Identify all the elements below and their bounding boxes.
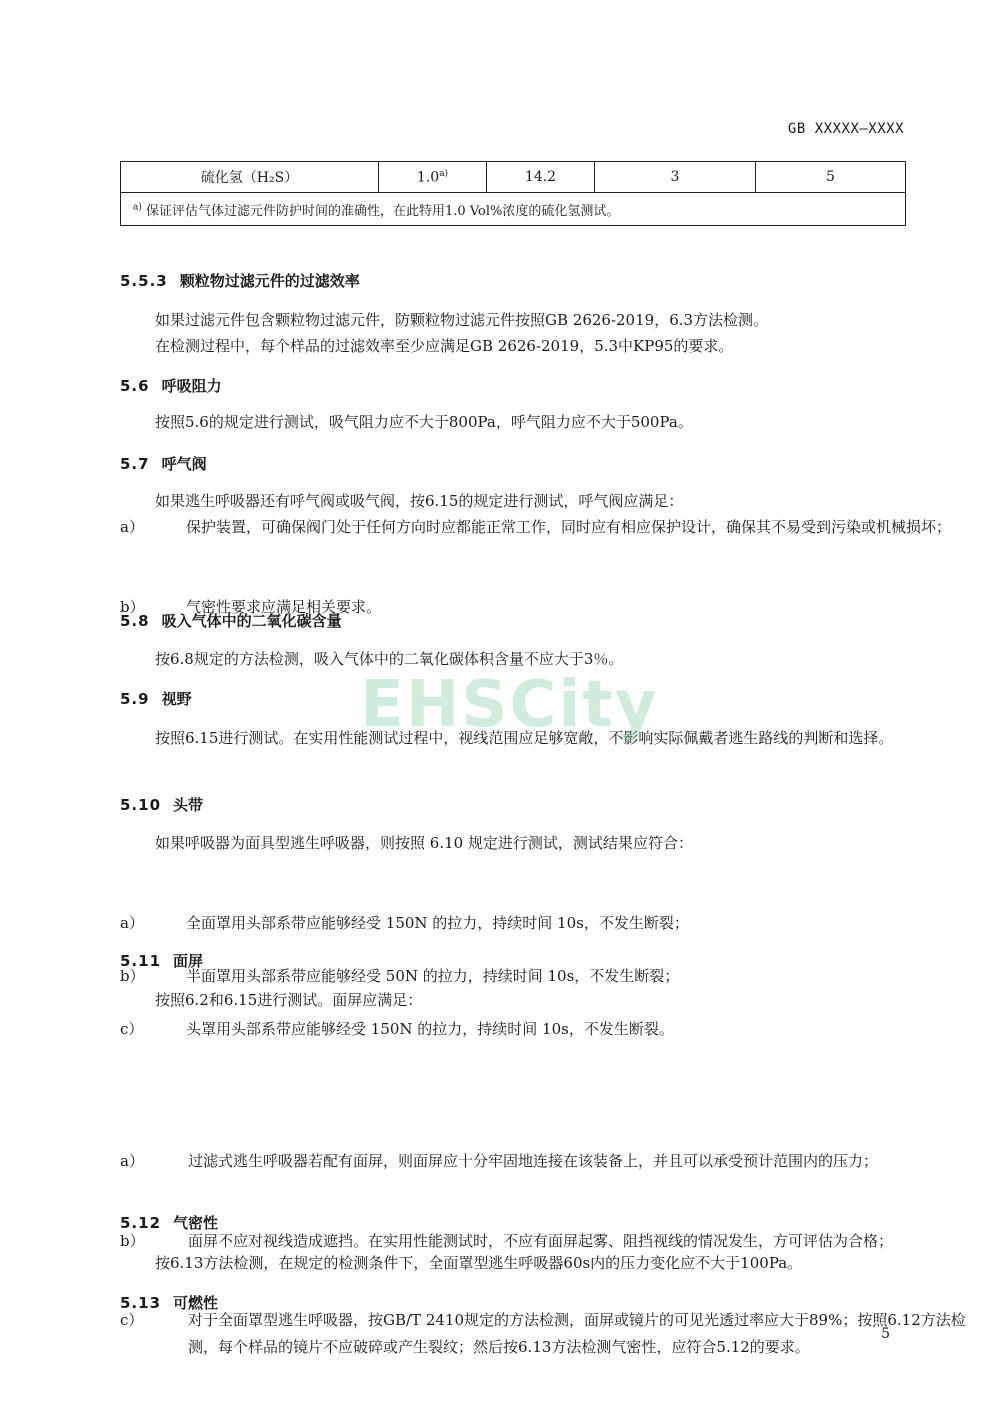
list-item: a） 全面罩用头部系带应能够经受 150N 的拉力，持续时间 10s，不发生断裂； — [120, 914, 689, 932]
section-heading-5-7: 5.7 呼气阀 — [120, 455, 207, 473]
section-heading-5-9: 5.9 视野 — [120, 690, 192, 708]
list-item: c） 头罩用头部系带应能够经受 150N 的拉力，持续时间 10s，不发生断裂。 — [120, 1020, 674, 1038]
paragraph: 在检测过程中，每个样品的过滤效率至少应满足GB 2626-2019，5.3中KP95的要求。 — [155, 337, 734, 355]
section-heading-5-6: 5.6 呼吸阻力 — [120, 377, 222, 395]
section-heading-5-11: 5.11 面屏 — [120, 952, 204, 970]
gas-table — [120, 161, 906, 226]
section-heading-5-13: 5.13 可燃性 — [120, 1294, 219, 1312]
table-cell: 5 — [756, 162, 906, 193]
table-cell: 硫化氢（H₂S） — [121, 162, 379, 193]
table-cell: 1.0$^{a)}$ — [379, 162, 487, 193]
paragraph: 如果逃生呼吸器还有呼气阀或吸气阀，按6.15的规定进行测试，呼气阀应满足： — [155, 492, 684, 510]
list-item: a） 过滤式逃生呼吸器若配有面屏，则面屏应十分牢固地连接在该装备上，并且可以承受预计范围内的压力； — [120, 1152, 879, 1170]
table-row — [121, 193, 906, 226]
paragraph: 按照6.2和6.15进行测试。面屏应满足： — [155, 991, 423, 1009]
list-item: a） 保护装置，可确保阀门处于任何方向时应都能正常工作，同时应有相应保护设计，确保其不易受到污染或机械损坏； — [120, 518, 952, 536]
table-footnote: $^{a)}$ 保证评估气体过滤元件防护时间的准确性，在此特用1.0 Vol%浓度的硫化氢测试。 — [121, 193, 906, 226]
watermark-logo: EHSCity — [360, 668, 659, 742]
section-heading-5-10: 5.10 头带 — [120, 796, 204, 814]
table-cell: 14.2 — [487, 162, 595, 193]
list-item: b） 半面罩用头部系带应能够经受 50N 的拉力，持续时间 10s，不发生断裂； — [120, 967, 680, 985]
list-item: b） 气密性要求应满足相关要求。 — [120, 598, 382, 616]
list-item: b） 面屏不应对视线造成遮挡。在实用性能测试时，不应有面屏起雾、阻挡视线的情况发生，方可评估为合格； — [120, 1232, 894, 1250]
section-heading-5-12: 5.12 气密性 — [120, 1214, 219, 1232]
section-heading-5-8: 5.8 吸入气体中的二氧化碳含量 — [120, 612, 342, 630]
paragraph: 如果呼吸器为面具型逃生呼吸器，则按照 6.10 规定进行测试，测试结果应符合： — [155, 834, 693, 852]
paragraph: 按6.8规定的方法检测，吸入气体中的二氧化碳体积含量不应大于3％。 — [155, 650, 624, 668]
paragraph: 按照5.6的规定进行测试，吸气阻力应不大于800Pa，呼气阻力应不大于500Pa。 — [155, 413, 693, 431]
page-number: 5 — [881, 1326, 890, 1342]
list-item: c） 对于全面罩型逃生呼吸器，按GB/T 2410规定的方法检测，面屏或镜片的可见光透过率应大于89%；按照6.12方法检测，每个样品的镜片不应破碎或产生裂纹；然后按6.13方法检测气密性，应符合5.12的要求。 — [120, 1311, 966, 1356]
paragraph: 按照6.15进行测试。在实用性能测试过程中，视线范围应足够宽敞，不影响实际佩戴者逃生路线的判断和选择。 — [155, 729, 894, 747]
table-row — [121, 162, 906, 193]
table-cell: 3 — [595, 162, 756, 193]
paragraph: 如果过滤元件包含颗粒物过滤元件，防颗粒物过滤元件按照GB 2626-2019，6.3方法检测。 — [155, 311, 769, 329]
paragraph: 按6.13方法检测，在规定的检测条件下，全面罩型逃生呼吸器60s内的压力变化应不大于100Pa。 — [155, 1254, 803, 1272]
section-heading-5-5-3: 5.5.3 颗粒物过滤元件的过滤效率 — [120, 272, 360, 290]
document-code: GB XXXXX—XXXX — [787, 121, 904, 137]
